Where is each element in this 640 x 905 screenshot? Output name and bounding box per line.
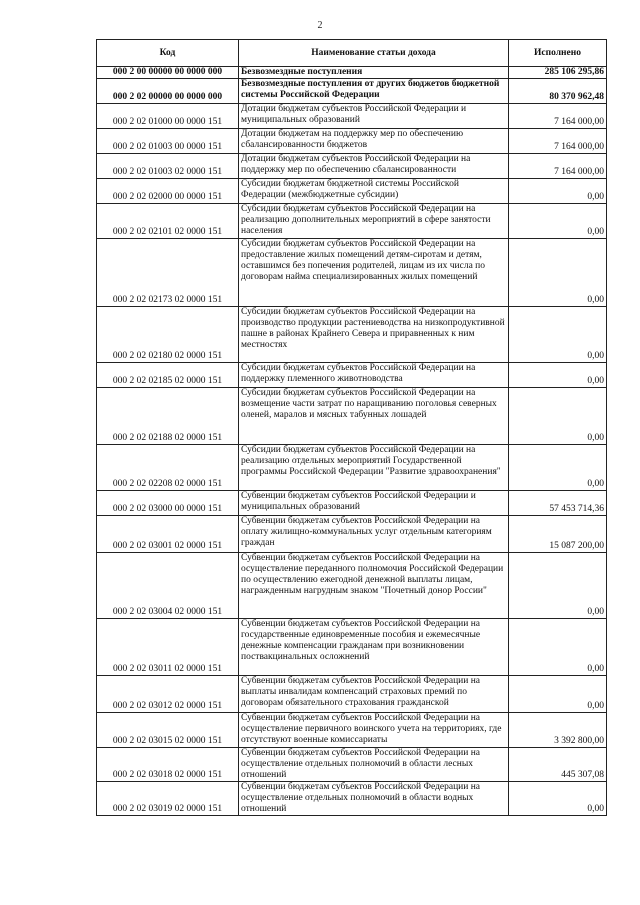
row-name: Субсидии бюджетам бюджетной системы Российской Федерации (межбюджетные субсидии) <box>239 179 509 204</box>
row-code: 000 2 02 02180 02 0000 151 <box>97 307 239 363</box>
table-row <box>97 782 607 816</box>
row-name: Дотации бюджетам на поддержку мер по обеспечению сбалансированности бюджетов <box>239 129 509 154</box>
row-code: 000 2 02 02185 02 0000 151 <box>97 363 239 388</box>
row-name: Субсидии бюджетам субъектов Российской Федерации на реализацию отдельных мероприятий Государственной программы Российской Федерации "Развитие здравоохранения" <box>239 445 509 491</box>
row-name: Субсидии бюджетам субъектов Российской Федерации на поддержку племенного животноводства <box>239 363 509 388</box>
table-row <box>97 204 607 239</box>
table-row <box>97 713 607 748</box>
row-amount: 0,00 <box>509 239 607 307</box>
row-amount: 3 392 800,00 <box>509 713 607 748</box>
row-name: Субвенции бюджетам субъектов Российской Федерации на осуществление отдельных полномочий в области водных отношений <box>239 782 509 816</box>
row-code: 000 2 02 03000 00 0000 151 <box>97 491 239 516</box>
row-name: Безвозмездные поступления <box>239 67 509 79</box>
row-amount: 7 164 000,00 <box>509 104 607 129</box>
row-name: Дотации бюджетам субъектов Российской Федерации и муниципальных образований <box>239 104 509 129</box>
row-name: Субвенции бюджетам субъектов Российской Федерации на выплаты инвалидам компенсаций страховых премий по договорам обязательного страхования гражданской <box>239 676 509 713</box>
row-code: 000 2 00 00000 00 0000 000 <box>97 67 239 79</box>
table-row <box>97 619 607 676</box>
row-amount: 0,00 <box>509 307 607 363</box>
row-name: Субвенции бюджетам субъектов Российской Федерации и муниципальных образований <box>239 491 509 516</box>
table-row <box>97 553 607 619</box>
table-row <box>97 491 607 516</box>
row-amount: 15 087 200,00 <box>509 516 607 553</box>
table-row <box>97 129 607 154</box>
row-amount: 7 164 000,00 <box>509 129 607 154</box>
row-code: 000 2 02 01003 02 0000 151 <box>97 154 239 179</box>
table-row <box>97 239 607 307</box>
revenue-table <box>96 39 607 816</box>
row-name: Субсидии бюджетам субъектов Российской Федерации на предоставление жилых помещений детям-сиротам и детям, оставшимся без попечения родителей, лицам из их числа по договорам найма специализированных жилых помещений <box>239 239 509 307</box>
table-row <box>97 363 607 388</box>
table-row <box>97 179 607 204</box>
row-code: 000 2 02 02173 02 0000 151 <box>97 239 239 307</box>
row-name: Субвенции бюджетам субъектов Российской Федерации на осуществление переданного полномочия Российской Федерации по осуществлению ежегодной денежной выплаты лицам, награжденным нагрудным знаком "Почетный донор России" <box>239 553 509 619</box>
row-amount: 0,00 <box>509 363 607 388</box>
row-name: Субсидии бюджетам субъектов Российской Федерации на возмещение части затрат по наращиванию поголовья северных оленей, маралов и мясных табунных лошадей <box>239 388 509 445</box>
row-amount: 0,00 <box>509 676 607 713</box>
table-row <box>97 67 607 79</box>
row-amount: 80 370 962,48 <box>509 79 607 104</box>
row-code: 000 2 02 00000 00 0000 000 <box>97 79 239 104</box>
row-code: 000 2 02 02101 02 0000 151 <box>97 204 239 239</box>
row-amount: 0,00 <box>509 782 607 816</box>
row-name: Субвенции бюджетам субъектов Российской Федерации на оплату жилищно-коммунальных услуг отдельным категориям граждан <box>239 516 509 553</box>
table-row <box>97 388 607 445</box>
table-row <box>97 154 607 179</box>
table-row <box>97 445 607 491</box>
table-header-row <box>97 40 607 67</box>
row-amount: 0,00 <box>509 553 607 619</box>
row-name: Безвозмездные поступления от других бюджетов бюджетной системы Российской Федерации <box>239 79 509 104</box>
row-code: 000 2 02 03001 02 0000 151 <box>97 516 239 553</box>
row-code: 000 2 02 03018 02 0000 151 <box>97 748 239 782</box>
table-row <box>97 748 607 782</box>
row-amount: 445 307,08 <box>509 748 607 782</box>
table-row <box>97 676 607 713</box>
row-name: Субвенции бюджетам субъектов Российской Федерации на осуществление первичного воинского учета на территориях, где отсутствуют военные комиссариаты <box>239 713 509 748</box>
row-name: Субсидии бюджетам субъектов Российской Федерации на производство продукции растениеводства на низкопродуктивной пашне в районах Крайнего Севера и приравненных к ним местностях <box>239 307 509 363</box>
row-code: 000 2 02 01000 00 0000 151 <box>97 104 239 129</box>
row-code: 000 2 02 03015 02 0000 151 <box>97 713 239 748</box>
row-code: 000 2 02 03011 02 0000 151 <box>97 619 239 676</box>
row-code: 000 2 02 02208 02 0000 151 <box>97 445 239 491</box>
header-code: Код <box>97 40 239 67</box>
row-amount: 0,00 <box>509 179 607 204</box>
row-code: 000 2 02 02188 02 0000 151 <box>97 388 239 445</box>
row-amount: 285 106 295,86 <box>509 67 607 79</box>
row-code: 000 2 02 02000 00 0000 151 <box>97 179 239 204</box>
row-amount: 0,00 <box>509 204 607 239</box>
table-row <box>97 516 607 553</box>
row-name: Субвенции бюджетам субъектов Российской Федерации на осуществление отдельных полномочий в области лесных отношений <box>239 748 509 782</box>
row-name: Субсидии бюджетам субъектов Российской Федерации на реализацию дополнительных мероприятий в сфере занятости населения <box>239 204 509 239</box>
row-amount: 0,00 <box>509 619 607 676</box>
row-code: 000 2 02 03004 02 0000 151 <box>97 553 239 619</box>
row-amount: 7 164 000,00 <box>509 154 607 179</box>
row-name: Субвенции бюджетам субъектов Российской Федерации на государственные единовременные пособия и ежемесячные денежные компенсации гражданам при возникновении поствакцинальных осложнений <box>239 619 509 676</box>
table-row <box>97 307 607 363</box>
row-amount: 0,00 <box>509 445 607 491</box>
row-code: 000 2 02 01003 00 0000 151 <box>97 129 239 154</box>
page-number: 2 <box>317 20 323 31</box>
row-amount: 57 453 714,36 <box>509 491 607 516</box>
row-name: Дотации бюджетам субъектов Российской Федерации на поддержку мер по обеспечению сбалансированности <box>239 154 509 179</box>
table-row <box>97 104 607 129</box>
header-amount: Исполнено <box>509 40 607 67</box>
row-amount: 0,00 <box>509 388 607 445</box>
row-code: 000 2 02 03019 02 0000 151 <box>97 782 239 816</box>
header-name: Наименование статьи дохода <box>239 40 509 67</box>
row-code: 000 2 02 03012 02 0000 151 <box>97 676 239 713</box>
table-row <box>97 79 607 104</box>
